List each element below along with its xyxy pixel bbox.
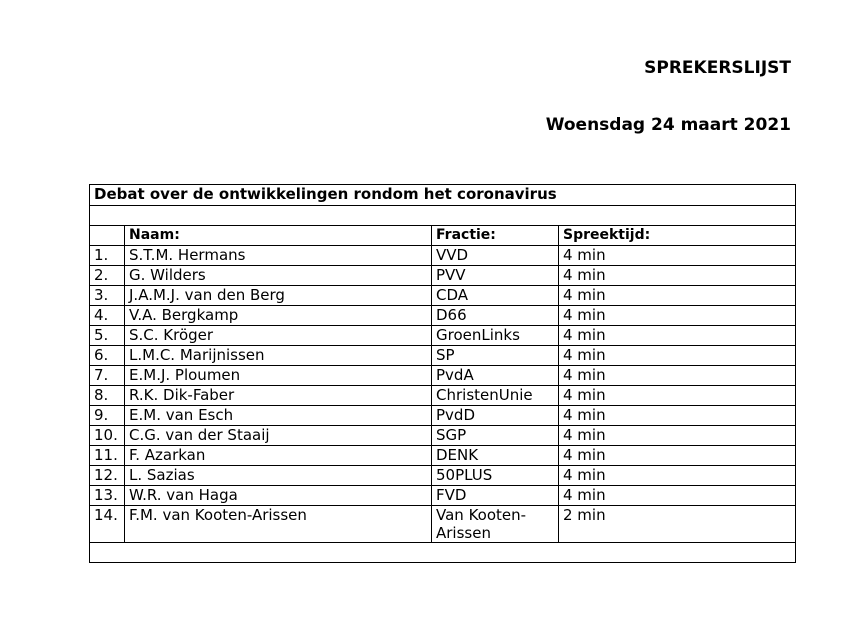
spacer-row [90,543,796,563]
row-number: 14. [90,506,125,543]
row-number: 13. [90,486,125,506]
speaking-time: 4 min [559,266,796,286]
faction-name: CDA [432,286,559,306]
table-row [90,366,796,386]
table-row [90,446,796,466]
table-row [90,266,796,286]
speaking-time: 4 min [559,326,796,346]
table-row [90,406,796,426]
row-number: 12. [90,466,125,486]
speaker-name: W.R. van Haga [125,486,432,506]
table-row [90,306,796,326]
faction-name: SP [432,346,559,366]
table-row [90,486,796,506]
row-number: 2. [90,266,125,286]
row-number: 6. [90,346,125,366]
faction-name: DENK [432,446,559,466]
faction-name: ChristenUnie [432,386,559,406]
faction-name: 50PLUS [432,466,559,486]
speaking-time: 4 min [559,386,796,406]
faction-name: GroenLinks [432,326,559,346]
speaker-name: E.M. van Esch [125,406,432,426]
empty-cell [90,206,796,226]
row-number: 4. [90,306,125,326]
speaking-time: 4 min [559,286,796,306]
table-row [90,426,796,446]
speaker-name: L.M.C. Marijnissen [125,346,432,366]
speaker-name: L. Sazias [125,466,432,486]
faction-name: D66 [432,306,559,326]
speaking-time: 2 min [559,506,796,543]
speaker-name: S.C. Kröger [125,326,432,346]
header-num-cell [90,226,125,246]
speaking-time: 4 min [559,246,796,266]
speakers-table [89,184,796,563]
document-date: Woensdag 24 maart 2021 [545,115,791,135]
debate-title: Debat over de ontwikkelingen rondom het coronavirus [90,185,796,206]
row-number: 11. [90,446,125,466]
speaker-name: V.A. Bergkamp [125,306,432,326]
table-row [90,466,796,486]
speaking-time: 4 min [559,406,796,426]
row-number: 10. [90,426,125,446]
table-row [90,286,796,306]
row-number: 7. [90,366,125,386]
speaker-name: S.T.M. Hermans [125,246,432,266]
speaking-time: 4 min [559,366,796,386]
speaker-name: E.M.J. Ploumen [125,366,432,386]
table-row [90,326,796,346]
row-number: 8. [90,386,125,406]
speaker-name: C.G. van der Staaij [125,426,432,446]
header-row [90,226,796,246]
row-number: 9. [90,406,125,426]
table-row [90,506,796,543]
speaker-name: G. Wilders [125,266,432,286]
faction-name: PVV [432,266,559,286]
speaker-name: J.A.M.J. van den Berg [125,286,432,306]
document-title: SPREKERSLIJST [644,58,791,78]
row-number: 1. [90,246,125,266]
speaking-time: 4 min [559,426,796,446]
spacer-row [90,206,796,226]
speaker-name: F. Azarkan [125,446,432,466]
faction-name: SGP [432,426,559,446]
speaking-time: 4 min [559,466,796,486]
caption-row [90,185,796,206]
speaking-time: 4 min [559,346,796,366]
header-time: Spreektijd: [559,226,796,246]
table-row [90,246,796,266]
header-faction: Fractie: [432,226,559,246]
header-name: Naam: [125,226,432,246]
faction-name: FVD [432,486,559,506]
row-number: 5. [90,326,125,346]
table-row [90,386,796,406]
speaking-time: 4 min [559,486,796,506]
row-number: 3. [90,286,125,306]
speaking-time: 4 min [559,446,796,466]
faction-name: Van Kooten-Arissen [432,506,559,543]
speaker-name: F.M. van Kooten-Arissen [125,506,432,543]
speaking-time: 4 min [559,306,796,326]
speaker-name: R.K. Dik-Faber [125,386,432,406]
table-row [90,346,796,366]
empty-cell [90,543,796,563]
faction-name: VVD [432,246,559,266]
faction-name: PvdD [432,406,559,426]
faction-name: PvdA [432,366,559,386]
